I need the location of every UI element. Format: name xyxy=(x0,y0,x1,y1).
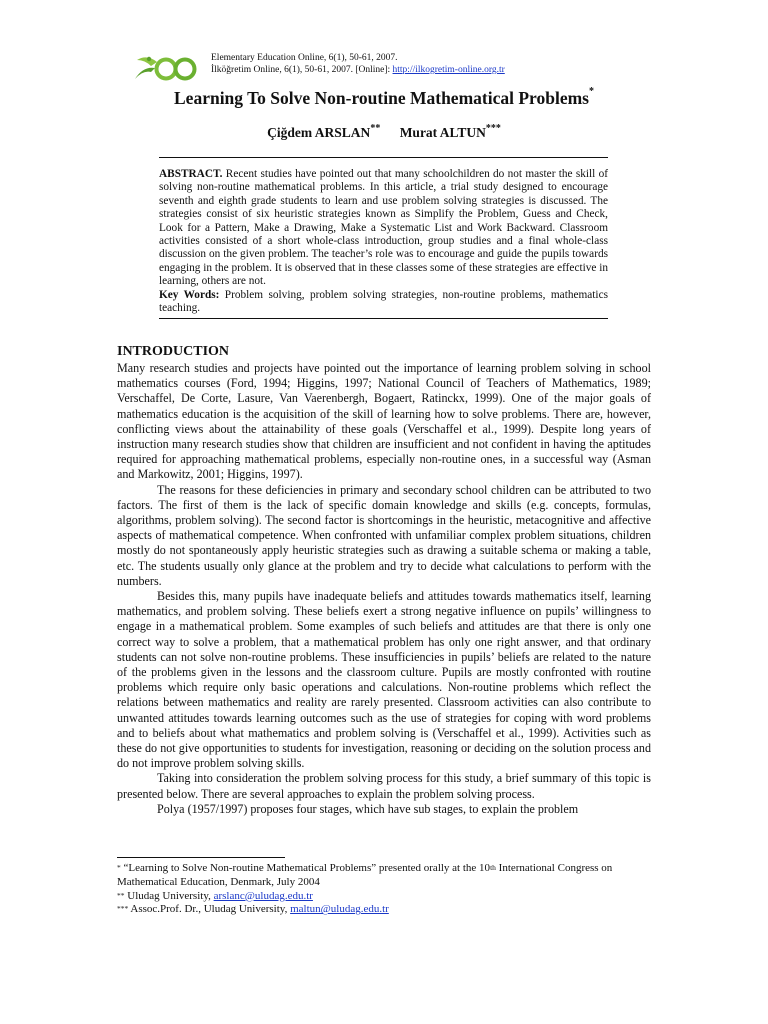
abstract-box xyxy=(159,157,608,319)
keywords: Key Words: Problem solving, problem solving strategies, non-routine problems, mathematics teaching. xyxy=(159,288,608,315)
paragraph-4: Taking into consideration the problem solving process for this study, a brief summary of this topic is presented below. There are several approaches to explain the problem solving process. xyxy=(117,771,651,801)
paper-title: Learning To Solve Non-routine Mathematical Problems* xyxy=(174,86,594,108)
footnote-1: * “Learning to Solve Non-routine Mathematical Problems” presented orally at the 10th International Congress on Mathematical Education, Denmark, July 2004 xyxy=(117,862,613,888)
author-1-email-link[interactable]: arslanc@uludag.edu.tr xyxy=(213,889,313,902)
journal-url-link[interactable]: http://ilkogretim-online.org.tr xyxy=(392,65,505,75)
author-1: Çiğdem ARSLAN** xyxy=(267,123,381,140)
paragraph-1: Many research studies and projects have pointed out the importance of learning problem solving in school mathematics courses (Ford, 1994; Higgins, 1997; National Council of Teachers of Mathematics, 1989; Verschaffel, De Corte, Lasure, Van Vaerenbergh, Bogaert, Ratinckx, 1999). One of the major goals of mathematics education is the acquisition of the skill of learning how to solve problems. There are, however, conflicting views about the attainability of these goals (Verschaffel et al., 1999). Despite long years of instruction many research studies show that children are insufficient and not confident in having the aptitudes required for approaching mathematical problems, especially non-routine ones, in a successful way (Asman and Markowitz, 2001; Higgins, 1997). xyxy=(117,361,651,482)
author-line xyxy=(0,125,768,141)
author-2: Murat ALTUN*** xyxy=(399,123,501,140)
abstract-text: ABSTRACT. Recent studies have pointed out that many schoolchildren do not master the skill of solving non-routine mathematical problems. In this article, a trial study designed to encourage seventh and eighth grade students to learn and use problem solving strategies is discussed. The strategies consist of six heuristic strategies known as Simplify the Problem, Guess and Check, Look for a Pattern, Make a Drawing, Make a Systematic List and Work Backward. Classroom activities consisted of a short whole-class introduction, group studies and a final whole-class discussion on the given problem. The teacher’s role was to encourage and guide the pupils towards engaging in the problem. It is observed that in these classes some of these strategies are effective in learning, others are not. xyxy=(159,168,609,288)
paragraph-3: Besides this, many pupils have inadequate beliefs and attitudes towards mathematics itself, learning mathematics, and problem solving. These beliefs exert a strong negative influence on pupils’ willingness to engage in a mathematical problem. Some examples of such beliefs and attitudes are that there is only one correct way to solve a problem, that a mathematical problem has only one right answer, and that ordinary students can not solve non-routine problems. These insufficiencies in pupils’ beliefs are related to the nature of the problems given in the lessons and the classroom culture. Pupils are mostly confronted with routine problems which require only basic operations and calculations. Non-routine problems which reflect the relations between mathematics and reality are rarely presented. Classroom activities can also contribute to unwanted attitudes towards learning outcomes such as the use of strategies for coping with word problems and to beliefs about what mathematics and problem solving is (Verschaffel et al., 1999). Activities such as these do not give opportunities to students for investigation, reasoning or deciding on the solution process and do not improve problem solving skills. xyxy=(117,589,651,771)
section-heading-introduction: INTRODUCTION xyxy=(117,344,230,359)
footnotes xyxy=(117,862,657,917)
citation-line-2: İlköğretim Online, 6(1), 50-61, 2007. [Online]: http://ilkogretim-online.org.tr xyxy=(211,65,505,75)
journal-logo xyxy=(133,52,197,84)
footnote-2: ** Uludag University, arslanc@uludag.edu.tr xyxy=(117,889,313,902)
footnote-3: *** Assoc.Prof. Dr., Uludag University, maltun@uludag.edu.tr xyxy=(117,903,389,916)
journal-citation xyxy=(211,52,505,76)
paragraph-5: Polya (1957/1997) proposes four stages, which have sub stages, to explain the problem xyxy=(157,801,579,816)
journal-header xyxy=(133,52,653,84)
footnote-divider xyxy=(117,857,285,858)
title-footnote-mark: * xyxy=(588,86,594,97)
author-2-email-link[interactable]: maltun@uludag.edu.tr xyxy=(290,903,389,916)
body-text xyxy=(117,361,651,817)
citation-line-1: Elementary Education Online, 6(1), 50-61, 2007. xyxy=(211,53,398,63)
paragraph-2: The reasons for these deficiencies in primary and secondary school children can be attributed to two factors. The first of them is the lack of specific domain knowledge and skills (e.g. concepts, formulas, algorithms, problem solving). The second factor is shortcomings in the heuristic, metacognitive and affective aspects of mathematical competence. When confronted with unfamiliar complex problem situations, children mostly do not spontaneously apply heuristic strategies such as drawing a suitable schema or making a table, etc. The students usually only glance at the problem and try to decide what calculations to perform with the numbers. xyxy=(117,482,651,588)
